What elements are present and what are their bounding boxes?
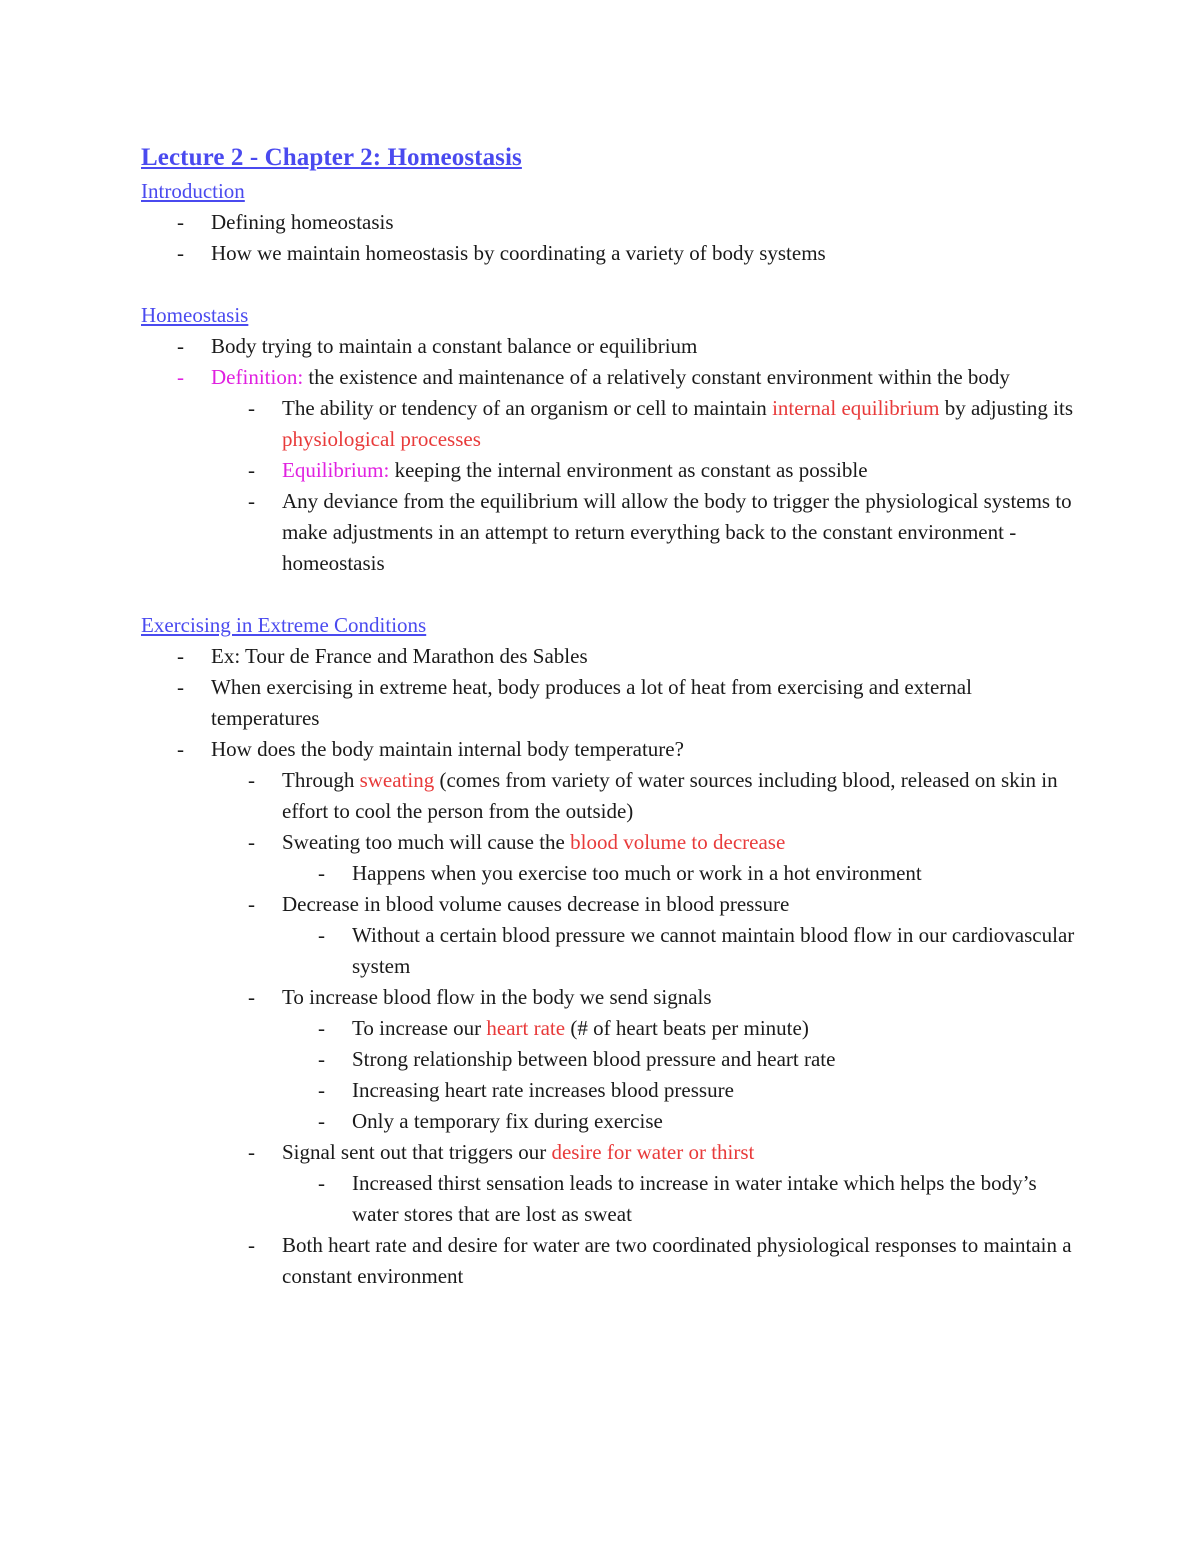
bullet-dash: - — [177, 675, 184, 699]
bullet-dash: - — [318, 861, 325, 885]
list-item: - Strong relationship between blood pressure and heart rate — [141, 1044, 1081, 1075]
equilibrium-item: - Equilibrium: keeping the internal environment as constant as possible — [141, 455, 1081, 486]
equilibrium-label: Equilibrium: — [282, 458, 390, 482]
spacer — [141, 269, 1081, 300]
bullet-dash: - — [248, 1140, 255, 1164]
bullet-dash: - — [248, 1233, 255, 1257]
bullet-dash: - — [177, 241, 184, 265]
bullet-dash: - — [318, 1078, 325, 1102]
list-item: - Without a certain blood pressure we cannot maintain blood flow in our cardiovascular system — [141, 920, 1081, 982]
list-item: - Increasing heart rate increases blood pressure — [141, 1075, 1081, 1106]
bullet-dash: - — [177, 334, 184, 358]
highlight-physiological-processes: physiological processes — [282, 427, 481, 451]
list-item: - Ex: Tour de France and Marathon des Sables — [141, 641, 1081, 672]
list-item: - Sweating too much will cause the blood volume to decrease — [141, 827, 1081, 858]
homeostasis-list — [141, 331, 1081, 579]
bullet-dash: - — [248, 892, 255, 916]
list-item: - Only a temporary fix during exercise — [141, 1106, 1081, 1137]
highlight-heart-rate: heart rate — [486, 1016, 566, 1040]
bullet-dash: - — [248, 396, 255, 420]
highlight-internal-equilibrium: internal equilibrium — [772, 396, 940, 420]
list-item: - Defining homeostasis — [141, 207, 1081, 238]
introduction-list — [141, 207, 1081, 269]
bullet-dash: - — [318, 1171, 325, 1195]
bullet-dash: - — [177, 365, 184, 389]
spacer — [141, 579, 1081, 610]
list-item: - To increase blood flow in the body we send signals — [141, 982, 1081, 1013]
section-heading-introduction: Introduction — [141, 179, 245, 203]
bullet-dash: - — [248, 458, 255, 482]
section-heading-extreme-conditions: Exercising in Extreme Conditions — [141, 613, 427, 637]
bullet-dash: - — [248, 489, 255, 513]
highlight-desire-for-water: desire for water or thirst — [551, 1140, 755, 1164]
document-page — [141, 140, 1081, 1292]
list-item: - How does the body maintain internal body temperature? — [141, 734, 1081, 765]
bullet-dash: - — [318, 1109, 325, 1133]
extreme-conditions-list — [141, 641, 1081, 1292]
page-title: Lecture 2 - Chapter 2: Homeostasis — [141, 144, 522, 171]
bullet-dash: - — [318, 923, 325, 947]
list-item: - Signal sent out that triggers our desire for water or thirst — [141, 1137, 1081, 1168]
list-item: - Body trying to maintain a constant balance or equilibrium — [141, 331, 1081, 362]
bullet-dash: - — [318, 1047, 325, 1071]
list-item: - Happens when you exercise too much or work in a hot environment — [141, 858, 1081, 889]
definition-label: Definition: — [211, 365, 304, 389]
list-item: - To increase our heart rate (# of heart beats per minute) — [141, 1013, 1081, 1044]
bullet-dash: - — [177, 210, 184, 234]
bullet-dash: - — [177, 737, 184, 761]
bullet-dash: - — [248, 830, 255, 854]
definition-item: - Definition: the existence and maintenance of a relatively constant environment within the body — [141, 362, 1081, 393]
list-item: - Decrease in blood volume causes decrease in blood pressure — [141, 889, 1081, 920]
list-item: - Any deviance from the equilibrium will allow the body to trigger the physiological systems to make adjustments in an attempt to return everything back to the constant environment - homeostasis — [141, 486, 1081, 579]
section-heading-homeostasis: Homeostasis — [141, 303, 249, 327]
list-item: - The ability or tendency of an organism or cell to maintain internal equilibrium by adjusting its physiological processes — [141, 393, 1081, 455]
bullet-dash: - — [177, 644, 184, 668]
list-item: - How we maintain homeostasis by coordinating a variety of body systems — [141, 238, 1081, 269]
bullet-dash: - — [318, 1016, 325, 1040]
bullet-dash: - — [248, 985, 255, 1009]
highlight-sweating: sweating — [359, 768, 435, 792]
highlight-blood-volume: blood volume to decrease — [570, 830, 786, 854]
list-item: - When exercising in extreme heat, body produces a lot of heat from exercising and external temperatures — [141, 672, 1081, 734]
bullet-dash: - — [248, 768, 255, 792]
list-item: - Both heart rate and desire for water are two coordinated physiological responses to maintain a constant environment — [141, 1230, 1081, 1292]
list-item: - Increased thirst sensation leads to increase in water intake which helps the body’s water stores that are lost as sweat — [141, 1168, 1081, 1230]
list-item: - Through sweating (comes from variety of water sources including blood, released on skin in effort to cool the person from the outside) — [141, 765, 1081, 827]
